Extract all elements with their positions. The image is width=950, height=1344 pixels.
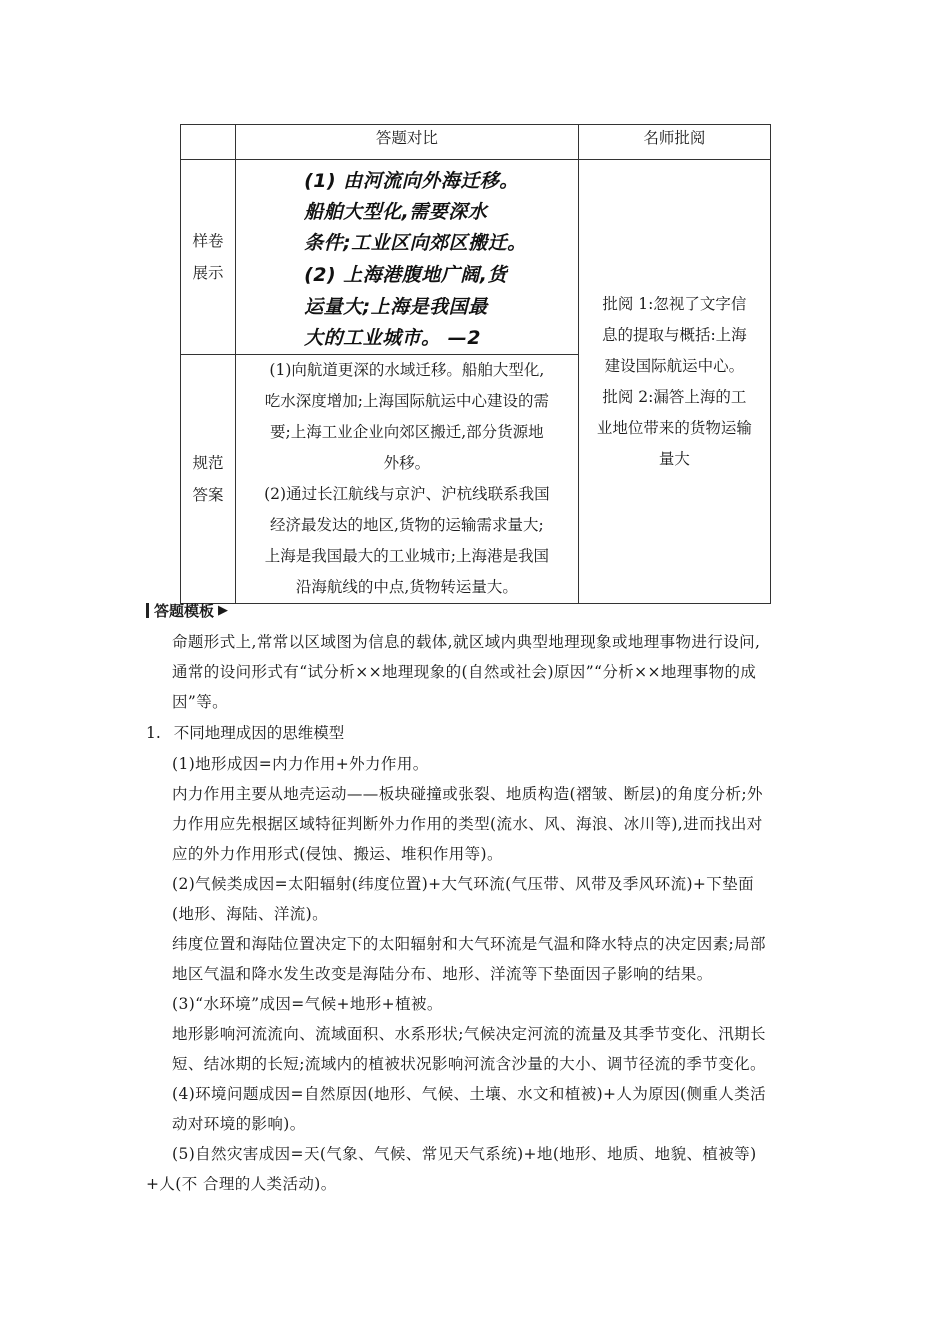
handwriting-line: 运量大;上海是我国最 [304, 296, 488, 318]
body-line: 短、结冰期的长短;流域内的植被状况影响河流含沙量的大小、调节径流的季节变化。 [172, 1055, 766, 1073]
body-line: 内力作用主要从地壳运动——板块碰撞或张裂、地质构造(褶皱、断层)的角度分析;外 [172, 785, 763, 803]
review-line: 建设国际航运中心。 [604, 356, 745, 375]
body-line: 动对环境的影响)。 [172, 1115, 306, 1133]
handwriting-line: (1) 由河流向外海迁移。 [304, 170, 519, 192]
body-line: 地区气温和降水发生改变是海陆分布、地形、洋流等下垫面因子影响的结果。 [172, 965, 713, 983]
heading-bar-icon [146, 603, 149, 618]
body-paragraphs [146, 749, 812, 1199]
review-line: 业地位带来的货物运输 [596, 418, 752, 437]
body-line: 力作用应先根据区域特征判断外力作用的类型(流水、风、海浪、冰川等),进而找出对 [172, 815, 763, 833]
handwriting-line: (2) 上海港腹地广阔,货 [304, 264, 507, 286]
answer-line: 外移。 [383, 454, 431, 472]
answer-label-line: 规范 [192, 454, 224, 472]
item-title: 不同地理成因的思维模型 [173, 724, 345, 742]
body-line: (2)气候类成因=太阳辐射(纬度位置)+大气环流(气压带、风带及季风环流)+下垫面 [172, 875, 755, 893]
review-line: 批阅 1:忽视了文字信 [602, 294, 747, 313]
answer-line: (2)通过长江航线与京沪、沪杭线联系我国 [264, 485, 550, 503]
answer-line: (1)向航道更深的水域迁移。船舶大型化, [269, 361, 545, 379]
item-number: 1. [146, 724, 161, 742]
body-line: 应的外力作用形式(侵蚀、搬运、堆积作用等)。 [172, 845, 503, 863]
comparison-table [180, 124, 771, 604]
handwriting-line: 大的工业城市。 —2 [304, 327, 481, 349]
answer-label-cell [181, 355, 236, 604]
answer-line: 上海是我国最大的工业城市;上海港是我国 [264, 547, 549, 565]
body-line: +人(不 合理的人类活动)。 [146, 1175, 337, 1193]
intro-line: 通常的设问形式有“试分析××地理现象的(自然或社会)原因”“分析××地理事物的成 [172, 663, 757, 681]
handwritten-answer [236, 160, 578, 354]
intro-line: 因”等。 [172, 693, 229, 711]
body-line: (1)地形成因=内力作用+外力作用。 [172, 755, 429, 773]
header-comparison: 答题对比 [236, 125, 579, 160]
answer-line: 经济最发达的地区,货物的运输需求量大; [270, 516, 544, 534]
answer-line: 沿海航线的中点,货物转运量大。 [295, 578, 518, 596]
body-line: (3)“水环境”成因=气候+地形+植被。 [172, 995, 443, 1013]
body-line: 地形影响河流流向、流域面积、水系形状;气候决定河流的流量及其季节变化、汛期长 [172, 1025, 766, 1043]
header-review: 名师批阅 [578, 125, 770, 160]
intro-paragraph [172, 627, 812, 717]
sample-label-line: 样卷 [192, 232, 224, 250]
table-header-row [181, 125, 771, 160]
answer-label-line: 答案 [192, 486, 224, 504]
intro-line: 命题形式上,常常以区域图为信息的载体,就区域内典型地理现象或地理事物进行设问, [172, 633, 761, 651]
list-item-1 [146, 718, 344, 748]
header-blank [181, 125, 236, 160]
standard-answer-cell [236, 355, 579, 604]
review-line: 息的提取与概括:上海 [601, 325, 747, 344]
review-line: 批阅 2:漏答上海的工 [602, 387, 747, 406]
section-heading [146, 598, 228, 622]
answer-line: 要;上海工业企业向郊区搬迁,部分货源地 [270, 423, 544, 441]
section-title: 答题模板 [154, 601, 215, 620]
review-cell [578, 160, 770, 604]
body-line: (地形、海陆、洋流)。 [172, 905, 328, 923]
table-row-sample [181, 160, 771, 355]
sample-label-line: 展示 [192, 264, 224, 282]
body-line: (5)自然灾害成因=天(气象、气候、常见天气系统)+地(地形、地质、地貌、植被等) [172, 1145, 757, 1163]
triangle-right-icon: ▶ [218, 602, 229, 618]
review-line: 量大 [658, 449, 690, 468]
sample-label-cell [181, 160, 236, 355]
answer-line: 吃水深度增加;上海国际航运中心建设的需 [264, 392, 549, 410]
handwriting-line: 条件;工业区向郊区搬迁。 [304, 232, 527, 254]
body-line: 纬度位置和海陆位置决定下的太阳辐射和大气环流是气温和降水特点的决定因素;局部 [172, 935, 766, 953]
body-line: (4)环境问题成因=自然原因(地形、气候、土壤、水文和植被)+人为原因(侧重人类活 [172, 1085, 766, 1103]
handwriting-line: 船舶大型化,需要深水 [304, 201, 488, 223]
sample-handwriting-cell [236, 160, 579, 355]
